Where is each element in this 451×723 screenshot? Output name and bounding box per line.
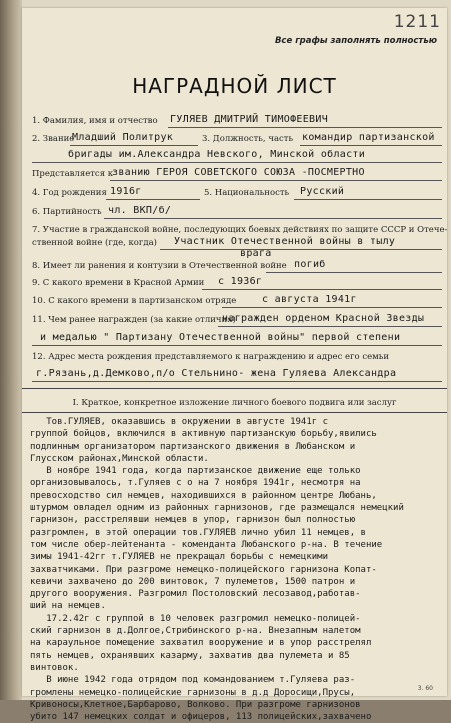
narrative-line: кевичи захвачено до 200 винтовок, 7 пулеметов, 1500 патрон и — [30, 576, 356, 587]
field-value-nominated: званию ГЕРОЯ СОВЕТСКОГО СОЮЗА -ПОСМЕРТНО — [112, 167, 365, 178]
field-value-partisan-since: с августа 1941г — [262, 294, 357, 305]
narrative-line: убито 147 немецких солдат и офицеров, 113 полицейских,захвачено — [30, 712, 372, 723]
narrative-line: превосходство сил немцев, находившихся в районном центре Любань, — [30, 490, 377, 501]
field-label: 8. Имеет ли ранения и контузии в Отечественной войне — [32, 261, 287, 271]
field-label: 7. Участие в гражданской войне, последующих боевых действиях по защите СССР и Отече- — [32, 225, 448, 235]
field-value-address: г.Рязань,д.Демково,п/о Стельнино- жена Гуляева Александра — [36, 368, 397, 379]
field-value-nationality: Русский — [300, 186, 345, 197]
field-value-previous-awards-cont: и медалью " Партизану Отечественной войны" первой степени — [40, 332, 401, 343]
field-label: 9. С какого времени в Красной Армии — [32, 278, 205, 288]
field-label: 5. Национальность — [204, 188, 290, 198]
binding-edge — [0, 0, 22, 700]
field-label: 12. Адрес места рождения представляемого к награждению и адрес его семьи — [32, 352, 390, 362]
narrative-line: зимы 1941-42гг т.ГУЛЯЕВ не прекращал борьбы с немецкими — [30, 552, 329, 563]
field-row-rank — [32, 132, 442, 146]
field-row-nominated — [32, 167, 442, 181]
narrative-line: ский гарнизон в д.Долгое,Стрибинского р-на. Внезапным налетом — [30, 626, 361, 637]
field-label: 10. С какого времени в партизанском отряде — [32, 296, 237, 306]
field-value-name: ГУЛЯЕВ ДМИТРИЙ ТИМОФЕЕВИЧ — [170, 114, 329, 125]
page-title: НАГРАДНОЙ ЛИСТ — [132, 74, 337, 98]
narrative-line: гарнизон, расстрелявши немцев в упор, гарнизон был полностью — [30, 515, 356, 526]
field-value-wounds: погиб — [294, 259, 326, 270]
narrative-line: Кривоносы,Клетное,Барбарово, Волково. При разгроме гарнизонов — [30, 699, 361, 710]
field-label: 4. Год рождения — [32, 188, 107, 198]
field-label: 6. Партийность — [32, 207, 102, 217]
field-label: ственной войне (где, когда) — [32, 238, 157, 248]
field-row-wounds — [32, 259, 442, 273]
field-row-birth-year — [32, 186, 442, 200]
narrative-line: подлинным организатором партизанского движения в Любанском и — [30, 441, 356, 452]
field-row-address-value — [32, 368, 442, 382]
field-label: 1. Фамилия, имя и отчество — [32, 116, 158, 126]
field-label: 3. Должность, часть — [202, 134, 294, 144]
narrative-text — [30, 416, 442, 723]
field-value-war-participation: Участник Отечественной войны в тылу — [174, 236, 396, 247]
narrative-line: Глусском районах,Минской области. — [30, 453, 209, 464]
narrative-line: ший на немцев. — [30, 601, 106, 612]
narrative-line: Тов.ГУЛЯЕВ, оказавшись в окружении в августе 1941г с — [30, 417, 329, 427]
narrative-line: 17.2.42г с группой в 10 человек разгромил немецко-полицей- — [30, 613, 361, 624]
field-value-party: чл. ВКП/б/ — [108, 205, 172, 216]
narrative-line: разгромлен, в этой операции тов.ГУЛЯЕВ лично убил 11 немцев, в — [30, 527, 366, 538]
field-row-party — [32, 205, 442, 219]
field-label: 11. Чем ранее награжден (за какие отличия) — [32, 315, 236, 325]
field-row-address — [32, 350, 442, 364]
field-row-previous-awards-cont — [32, 332, 442, 346]
field-value-position-cont: бригады им.Александра Невского, Минской области — [68, 149, 366, 160]
field-value-army-since: с 1936г — [218, 276, 263, 287]
narrative-line: пять немцев, охранявших казарму, захватив два пулемета и 85 — [30, 650, 350, 661]
form-print-mark: 3. 60 — [417, 685, 433, 692]
narrative-line: другого вооружения. Разгромил Постоловский лесозавод,работав- — [30, 589, 361, 600]
narrative-line: группой бойцов, включился в активную партизанскую борьбу,явились — [30, 429, 377, 440]
field-value-position: командир партизанской — [302, 132, 435, 143]
narrative-line: на караульное помещение захватил вооружение и в упор расстрелял — [30, 638, 372, 649]
fill-instruction-note: Все графы заполнять полностью — [274, 36, 437, 46]
narrative-line: штурмом овладел одним из районных гарнизонов, где размещался немецкий — [30, 503, 404, 514]
narrative-line: В ноябре 1941 года, когда партизанское движение еще только — [30, 466, 361, 477]
narrative-line: организовывалось, т.Гуляев с о на 7 ноября 1941г, несмотря на — [30, 478, 361, 489]
field-row-partisan-since — [32, 294, 442, 308]
section-divider-bottom — [22, 412, 447, 413]
field-label: Представляется к — [32, 169, 114, 179]
field-label: 2. Звание — [32, 134, 75, 144]
field-value-birth-year: 1916г — [110, 186, 142, 197]
field-value-war-participation-cont: врага — [240, 248, 272, 259]
narrative-line: В июне 1942 года отрядом под командованием т.Гуляева раз- — [30, 675, 356, 686]
field-value-previous-awards: награжден орденом Красной Звезды — [222, 313, 425, 324]
field-row-name — [32, 114, 442, 128]
award-sheet-page — [22, 8, 448, 723]
field-row-previous-awards — [32, 313, 442, 327]
archive-number: 1211 — [393, 12, 441, 32]
narrative-line: громлены немецко-полицейские гарнизоны в д.д Доросищи,Прусы, — [30, 687, 356, 698]
field-row-position-cont — [32, 149, 442, 163]
section-title: I. Краткое, конкретное изложение личного боевого подвига или заслуг — [72, 398, 397, 408]
narrative-line: том числе обер-лейтенанта - коменданта Любанского р-на. В течение — [30, 539, 383, 550]
section-divider-top — [22, 388, 447, 389]
narrative-line: захватчиками. При разгроме немецко-полицейского гарнизона Копат- — [30, 564, 377, 575]
field-row-army-since — [32, 276, 442, 290]
field-value-rank: Младший Политрук — [72, 132, 174, 143]
narrative-line: винтовок. — [30, 662, 79, 673]
